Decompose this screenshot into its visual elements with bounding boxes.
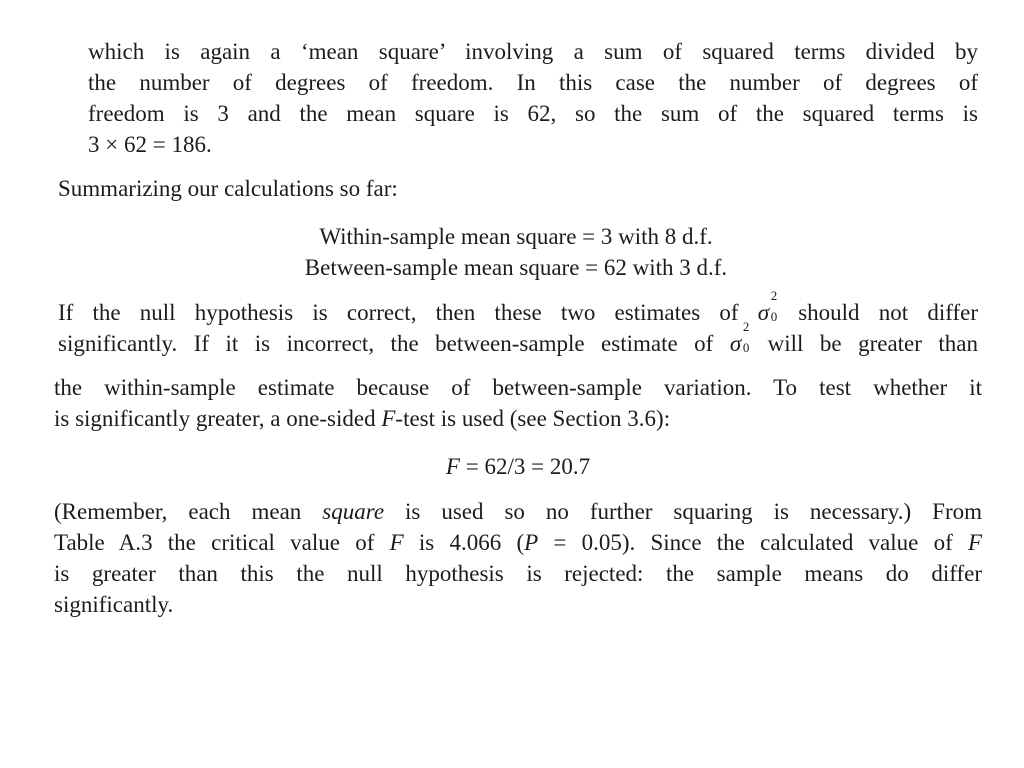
text-span: = 0.05). Since the calculated value of: [538, 530, 953, 555]
subscript: 0: [742, 340, 750, 355]
paragraph-f-test: [54, 372, 982, 434]
text-span: significantly. If it is incorrect, the between-sample estimate of: [58, 331, 714, 356]
sigma-symbol: σ: [757, 300, 770, 325]
text-line: freedom is 3 and the mean square is 62, so the sum of the squared terms is: [88, 101, 978, 126]
text-line: [54, 527, 982, 558]
equation-between-sample: Between-sample mean square = 62 with 3 d.f.: [304, 255, 728, 280]
text-line: 3 × 62 = 186.: [88, 132, 212, 157]
superscript: 2: [770, 288, 778, 303]
text-line: the number of degrees of freedom. In this case the number of degrees of: [88, 70, 978, 95]
text-line: [58, 288, 978, 328]
text-span: is used so no further squaring is necessary.) From: [405, 499, 983, 524]
text-span: (Remember, each mean: [54, 499, 302, 524]
paragraph-summary-intro: [58, 173, 978, 204]
equation-mean-squares: [256, 221, 776, 283]
subscript: 0: [770, 309, 778, 324]
italic-p: P: [524, 530, 539, 555]
text-span: -test is used (see Section 3.6):: [395, 406, 671, 431]
text-line: significantly.: [54, 592, 174, 617]
text-line: [54, 403, 982, 434]
text-span: If the null hypothesis is correct, then these two estimates of: [58, 300, 739, 325]
italic-f: F: [967, 530, 983, 555]
text-span: [419, 530, 953, 555]
text-line: [58, 319, 979, 359]
italic-f: F: [389, 530, 404, 555]
text-span: is 4.066 (: [418, 530, 525, 555]
paragraph-null-hypothesis: [58, 288, 979, 373]
sigma-zero-squared: [757, 288, 779, 328]
equation-expression: = 62/3 = 20.7: [459, 454, 591, 479]
equation-f-value: [54, 451, 982, 482]
text-span: is significantly greater, a one-sided: [54, 406, 376, 431]
sigma-symbol: σ: [729, 331, 742, 356]
text-line: Summarizing our calculations so far:: [58, 176, 398, 201]
text-span: will be greater than: [767, 331, 979, 356]
superscript: 2: [742, 319, 750, 334]
sigma-zero-squared: [729, 319, 751, 359]
equation-within-sample: Within-sample mean square = 3 with 8 d.f.: [319, 224, 713, 249]
italic-square: square: [322, 499, 385, 524]
italic-f: F: [381, 406, 396, 431]
paragraph-conclusion: [54, 496, 982, 620]
paragraph-mean-square: [88, 36, 978, 160]
text-line: which is again a ‘mean square’ involving a sum of squared terms divided by: [88, 39, 978, 64]
text-span: Table A.3 the critical value of: [54, 530, 375, 555]
text-line: is greater than this the null hypothesis is rejected: the sample means do differ: [54, 561, 982, 586]
text-span: should not differ: [798, 300, 978, 325]
text-line: the within-sample estimate because of between-sample variation. To test whether it: [54, 375, 982, 400]
italic-f: F: [445, 454, 460, 479]
text-line: [54, 496, 982, 527]
